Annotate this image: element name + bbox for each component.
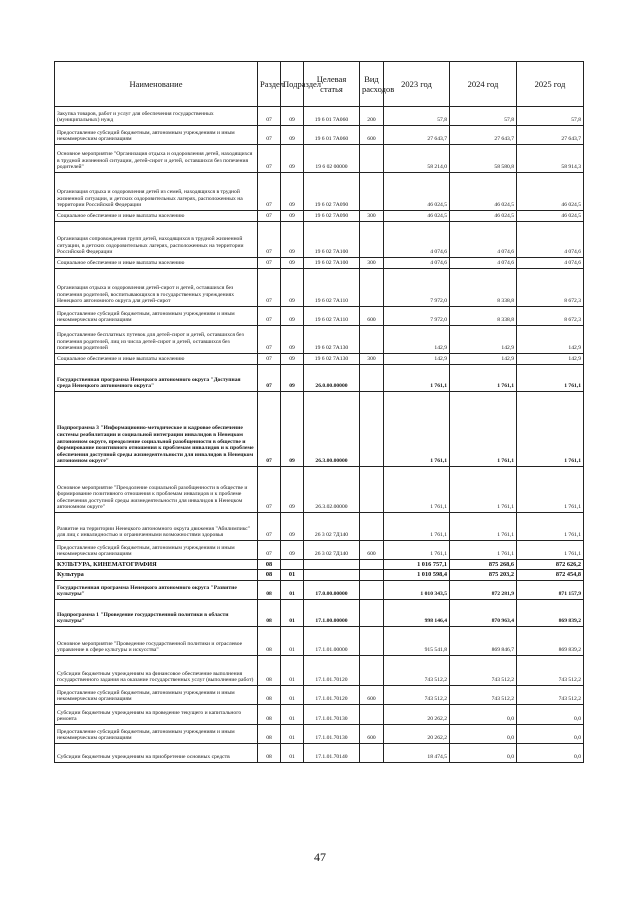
row-target: 17.1.01.70130 (304, 724, 360, 743)
table-row (55, 326, 584, 354)
row-razdel: 07 (258, 307, 281, 326)
table-row (55, 626, 584, 655)
row-razdel: 08 (258, 685, 281, 704)
row-2025: 1 761,1 (517, 392, 584, 467)
row-expense-type: 300 (360, 211, 384, 222)
row-name: Субсидии бюджетным учреждениям на проведение текущего и капитального ремонта (55, 704, 258, 724)
row-name: Социальное обеспечение и иные выплаты населению (55, 211, 258, 222)
table-row (55, 541, 584, 560)
row-expense-type (360, 655, 384, 685)
row-2023: 46 024,5 (384, 211, 450, 222)
row-2024: 743 512,2 (450, 685, 517, 704)
row-expense-type (360, 580, 384, 599)
row-razdel: 07 (258, 392, 281, 467)
row-2023: 142,9 (384, 326, 450, 354)
row-expense-type (360, 513, 384, 541)
row-target: 19 6 02 7А100 (304, 258, 360, 269)
row-target: 17.1.01.70120 (304, 655, 360, 685)
row-2025: 872 626,2 (517, 560, 584, 570)
row-target: 26.3.02.00000 (304, 467, 360, 513)
row-2023: 20 262,2 (384, 704, 450, 724)
row-target: 17.1.01.00000 (304, 626, 360, 655)
row-2025: 8 672,3 (517, 269, 584, 307)
row-target: 26 3 02 7Д140 (304, 541, 360, 560)
row-podrazdel: 01 (281, 685, 304, 704)
row-razdel: 07 (258, 513, 281, 541)
row-2025: 142,9 (517, 326, 584, 354)
row-podrazdel: 09 (281, 541, 304, 560)
budget-table (54, 61, 584, 763)
row-2024: 142,9 (450, 354, 517, 365)
row-target: 19 6 02 00000 (304, 145, 360, 173)
row-2024: 46 024,5 (450, 173, 517, 211)
row-2024: 1 761,1 (450, 365, 517, 392)
row-2025: 46 024,5 (517, 211, 584, 222)
header-razdel: Раздел (258, 62, 281, 107)
row-name: Предоставление субсидий бюджетным, автономным учреждениям и иным некоммерческим организациям (55, 724, 258, 743)
row-expense-type: 600 (360, 724, 384, 743)
row-target: 17.1.01.70140 (304, 743, 360, 762)
row-2025: 743 512,2 (517, 685, 584, 704)
row-podrazdel: 09 (281, 211, 304, 222)
table-row (55, 580, 584, 599)
row-2024: 743 512,2 (450, 655, 517, 685)
row-2024: 1 761,1 (450, 392, 517, 467)
table-header (55, 62, 584, 107)
row-podrazdel: 01 (281, 599, 304, 626)
row-target: 19 6 02 7А110 (304, 307, 360, 326)
row-podrazdel: 09 (281, 258, 304, 269)
row-2023: 7 972,0 (384, 307, 450, 326)
row-expense-type (360, 145, 384, 173)
row-razdel: 07 (258, 222, 281, 258)
row-target: 19 6 02 7А090 (304, 173, 360, 211)
row-podrazdel: 09 (281, 126, 304, 145)
row-razdel: 07 (258, 145, 281, 173)
row-target (304, 560, 360, 570)
row-target (304, 570, 360, 580)
row-target: 19 6 01 7А060 (304, 126, 360, 145)
row-2025: 1 761,1 (517, 541, 584, 560)
row-podrazdel: 09 (281, 392, 304, 467)
row-2025: 46 024,5 (517, 173, 584, 211)
table-row (55, 655, 584, 685)
row-podrazdel: 09 (281, 467, 304, 513)
row-2024: 1 761,1 (450, 541, 517, 560)
table-row (55, 704, 584, 724)
row-2025: 1 761,1 (517, 513, 584, 541)
row-target: 19 6 02 7А090 (304, 211, 360, 222)
table-row (55, 560, 584, 570)
row-2023: 1 010 598,4 (384, 570, 450, 580)
row-razdel: 08 (258, 743, 281, 762)
row-target: 19 6 02 7А130 (304, 354, 360, 365)
row-podrazdel: 09 (281, 326, 304, 354)
row-podrazdel (281, 560, 304, 570)
row-2023: 18 474,5 (384, 743, 450, 762)
table-row (55, 107, 584, 126)
row-target: 19 6 01 7А060 (304, 107, 360, 126)
row-target: 17.1.00.00000 (304, 599, 360, 626)
row-2023: 998 146,4 (384, 599, 450, 626)
row-razdel: 08 (258, 570, 281, 580)
header-target: Целевая статья (304, 62, 360, 107)
table-row (55, 743, 584, 762)
row-2023: 1 761,1 (384, 392, 450, 467)
row-target: 17.1.01.70120 (304, 685, 360, 704)
row-podrazdel: 01 (281, 570, 304, 580)
table-row (55, 258, 584, 269)
row-2025: 869 839,2 (517, 626, 584, 655)
row-2023: 58 214,0 (384, 145, 450, 173)
row-razdel: 07 (258, 107, 281, 126)
row-2025: 871 157,9 (517, 580, 584, 599)
row-razdel: 08 (258, 655, 281, 685)
row-2023: 4 074,6 (384, 222, 450, 258)
row-2023: 46 024,5 (384, 173, 450, 211)
row-2023: 4 074,6 (384, 258, 450, 269)
row-expense-type: 600 (360, 307, 384, 326)
row-2024: 4 074,6 (450, 258, 517, 269)
row-expense-type: 600 (360, 685, 384, 704)
row-2025: 0,0 (517, 704, 584, 724)
row-2023: 1 761,1 (384, 513, 450, 541)
row-name: Организация отдыха и оздоровления детей из семей, находящихся в трудной жизненной ситуации, и детских оздоровительных лагерях, расположенных на территории Российской Федерации (55, 173, 258, 211)
row-name: Организация отдыха и оздоровления детей-сирот и детей, оставшихся без попечения родителей, воспитывающихся в государственных учреждениях Ненецкого автономного округа для детей-сирот (55, 269, 258, 307)
row-podrazdel: 09 (281, 173, 304, 211)
row-razdel: 07 (258, 541, 281, 560)
table-row (55, 126, 584, 145)
row-2023: 57,8 (384, 107, 450, 126)
row-razdel: 08 (258, 704, 281, 724)
row-razdel: 08 (258, 560, 281, 570)
row-podrazdel: 09 (281, 307, 304, 326)
table-row (55, 269, 584, 307)
row-target: 26.0.00.00000 (304, 365, 360, 392)
row-name: Предоставление бесплатных путевок для детей-сирот и детей, оставшихся без попечения родителей, лиц из числа детей-сирот и детей, оставшихся без попечения родителей (55, 326, 258, 354)
row-target: 19 6 02 7А130 (304, 326, 360, 354)
row-2025: 4 074,6 (517, 222, 584, 258)
table-row (55, 467, 584, 513)
row-name: Культура (55, 570, 258, 580)
row-name: Основное мероприятие "Организация отдыха и оздоровления детей, находящихся в трудной жизненной ситуации, детей-сирот и детей, оставшихся без попечения родителей" (55, 145, 258, 173)
row-name: Основное мероприятие "Проведение государственной политики и отраслевое управление в сфере культуры и искусства" (55, 626, 258, 655)
row-2024: 0,0 (450, 743, 517, 762)
row-name: Организация сопровождения групп детей, находящихся в трудной жизненной ситуации, в детских оздоровительных лагерях, расположенных на территории Российской Федерации (55, 222, 258, 258)
row-2025: 27 643,7 (517, 126, 584, 145)
header-name: Наименование (55, 62, 258, 107)
table-body (55, 107, 584, 763)
row-podrazdel: 01 (281, 626, 304, 655)
row-2025: 0,0 (517, 724, 584, 743)
row-name: Развитие на территории Ненецкого автономного округа движения "Абилимпикс" для лиц с инвалидностью и ограниченными возможностями здоровья (55, 513, 258, 541)
row-podrazdel: 09 (281, 269, 304, 307)
table-row (55, 145, 584, 173)
table-row (55, 365, 584, 392)
row-2024: 58 580,8 (450, 145, 517, 173)
row-2024: 4 074,6 (450, 222, 517, 258)
row-razdel: 07 (258, 258, 281, 269)
row-name: Закупка товаров, работ и услуг для обеспечения государственных (муниципальных) нужд (55, 107, 258, 126)
header-expense-type: Вид расходов (360, 62, 384, 107)
row-expense-type (360, 269, 384, 307)
row-2024: 8 338,8 (450, 307, 517, 326)
row-name: Субсидии бюджетным учреждениям на приобретение основных средств (55, 743, 258, 762)
row-podrazdel: 09 (281, 145, 304, 173)
row-name: Подпрограмма 1 "Проведение государственной политики в области культуры" (55, 599, 258, 626)
row-2023: 743 512,2 (384, 655, 450, 685)
row-2024: 57,8 (450, 107, 517, 126)
row-expense-type: 600 (360, 541, 384, 560)
row-2023: 1 761,1 (384, 467, 450, 513)
page-number: 47 (314, 850, 326, 864)
row-2023: 1 761,1 (384, 541, 450, 560)
table-row (55, 211, 584, 222)
row-2023: 20 262,2 (384, 724, 450, 743)
row-name: Государственная программа Ненецкого автономного округа "Доступная среда Ненецкого автономного округа" (55, 365, 258, 392)
row-2024: 0,0 (450, 724, 517, 743)
row-2023: 1 010 343,5 (384, 580, 450, 599)
row-razdel: 08 (258, 580, 281, 599)
row-expense-type: 200 (360, 107, 384, 126)
row-razdel: 07 (258, 467, 281, 513)
row-podrazdel: 09 (281, 354, 304, 365)
row-podrazdel: 01 (281, 743, 304, 762)
row-2024: 27 643,7 (450, 126, 517, 145)
row-2024: 875 203,2 (450, 570, 517, 580)
table-row (55, 685, 584, 704)
row-razdel: 07 (258, 269, 281, 307)
row-expense-type (360, 704, 384, 724)
row-razdel: 08 (258, 724, 281, 743)
row-2024: 1 761,1 (450, 513, 517, 541)
row-name: КУЛЬТУРА, КИНЕМАТОГРАФИЯ (55, 560, 258, 570)
row-2023: 743 512,2 (384, 685, 450, 704)
row-expense-type (360, 570, 384, 580)
table-row (55, 307, 584, 326)
row-name: Предоставление субсидий бюджетным, автономным учреждениям и иным некоммерческим организациям (55, 126, 258, 145)
row-expense-type (360, 222, 384, 258)
row-target: 17.0.00.00000 (304, 580, 360, 599)
header-podrazdel: Подраздел (281, 62, 304, 107)
row-2024: 0,0 (450, 704, 517, 724)
row-target: 17.1.01.70130 (304, 704, 360, 724)
row-name: Подпрограмма 3 "Информационно-методическое и кадровое обеспечение системы реабилитации и социальной интеграции инвалидов в Ненецком автономном округе, преодоление социальной разобщенности в обществе и формирование позитивного отношения к проблемам инвалидов и к проблеме обеспечения доступной среды жизнедеятельности для инвалидов в Ненецком автономном округе" (55, 392, 258, 467)
row-2023: 27 643,7 (384, 126, 450, 145)
row-podrazdel: 09 (281, 365, 304, 392)
table-row (55, 222, 584, 258)
row-2023: 7 972,0 (384, 269, 450, 307)
row-2025: 8 672,3 (517, 307, 584, 326)
row-2025: 869 839,2 (517, 599, 584, 626)
row-razdel: 08 (258, 626, 281, 655)
table-row (55, 570, 584, 580)
row-2024: 875 268,6 (450, 560, 517, 570)
row-2025: 142,9 (517, 354, 584, 365)
row-podrazdel: 09 (281, 513, 304, 541)
row-razdel: 07 (258, 365, 281, 392)
row-target: 26 3 02 7Д140 (304, 513, 360, 541)
row-target: 19 6 02 7А110 (304, 269, 360, 307)
row-razdel: 07 (258, 354, 281, 365)
row-2023: 915 541,8 (384, 626, 450, 655)
table-row (55, 354, 584, 365)
row-expense-type (360, 599, 384, 626)
row-2024: 869 846,7 (450, 626, 517, 655)
row-2025: 57,8 (517, 107, 584, 126)
row-razdel: 07 (258, 126, 281, 145)
row-razdel: 08 (258, 599, 281, 626)
row-2025: 58 914,3 (517, 145, 584, 173)
row-target: 19 6 02 7А100 (304, 222, 360, 258)
row-2023: 1 016 757,1 (384, 560, 450, 570)
row-2023: 1 761,1 (384, 365, 450, 392)
row-expense-type (360, 326, 384, 354)
row-name: Социальное обеспечение и иные выплаты населению (55, 354, 258, 365)
row-2024: 870 963,4 (450, 599, 517, 626)
row-name: Социальное обеспечение и иные выплаты населению (55, 258, 258, 269)
row-2025: 743 512,2 (517, 655, 584, 685)
row-target: 26.3.00.00000 (304, 392, 360, 467)
row-2023: 142,9 (384, 354, 450, 365)
row-name: Основное мероприятие "Преодоление социальной разобщенности в обществе и формирование позитивного отношения к проблемам инвалидов и к проблеме обеспечения доступной среды жизнедеятельности для инвалидов в Ненецком автономном округе" (55, 467, 258, 513)
row-podrazdel: 01 (281, 580, 304, 599)
table-row (55, 392, 584, 467)
table-row (55, 173, 584, 211)
row-expense-type: 300 (360, 258, 384, 269)
row-razdel: 07 (258, 326, 281, 354)
row-podrazdel: 09 (281, 222, 304, 258)
row-2024: 1 761,1 (450, 467, 517, 513)
row-podrazdel: 01 (281, 655, 304, 685)
header-2023: 2023 год (384, 62, 450, 107)
row-name: Субсидии бюджетным учреждениям на финансовое обеспечение выполнения государственного задания на оказание государственных услуг (выполнение работ) (55, 655, 258, 685)
table-row (55, 599, 584, 626)
row-2025: 0,0 (517, 743, 584, 762)
row-expense-type (360, 743, 384, 762)
row-name: Государственная программа Ненецкого автономного округа "Развитие культуры" (55, 580, 258, 599)
row-expense-type (360, 626, 384, 655)
row-2024: 8 338,8 (450, 269, 517, 307)
header-2024: 2024 год (450, 62, 517, 107)
row-expense-type: 300 (360, 354, 384, 365)
table-row (55, 513, 584, 541)
row-2024: 142,9 (450, 326, 517, 354)
row-razdel: 07 (258, 173, 281, 211)
table-row (55, 724, 584, 743)
row-name: Предоставление субсидий бюджетным, автономным учреждениям и иным некоммерческим организациям (55, 685, 258, 704)
row-razdel: 07 (258, 211, 281, 222)
row-2025: 1 761,1 (517, 467, 584, 513)
row-podrazdel: 09 (281, 107, 304, 126)
row-podrazdel: 01 (281, 724, 304, 743)
row-expense-type: 600 (360, 126, 384, 145)
row-2025: 872 454,8 (517, 570, 584, 580)
row-expense-type (360, 173, 384, 211)
row-expense-type (360, 467, 384, 513)
row-2024: 46 024,5 (450, 211, 517, 222)
row-name: Предоставление субсидий бюджетным, автономным учреждениям и иным некоммерческим организациям (55, 307, 258, 326)
row-podrazdel: 01 (281, 704, 304, 724)
header-2025: 2025 год (517, 62, 584, 107)
row-expense-type (360, 560, 384, 570)
row-expense-type (360, 392, 384, 467)
row-2025: 4 074,6 (517, 258, 584, 269)
row-2024: 872 281,9 (450, 580, 517, 599)
row-expense-type (360, 365, 384, 392)
row-2025: 1 761,1 (517, 365, 584, 392)
row-name: Предоставление субсидий бюджетным, автономным учреждениям и иным некоммерческим организациям (55, 541, 258, 560)
